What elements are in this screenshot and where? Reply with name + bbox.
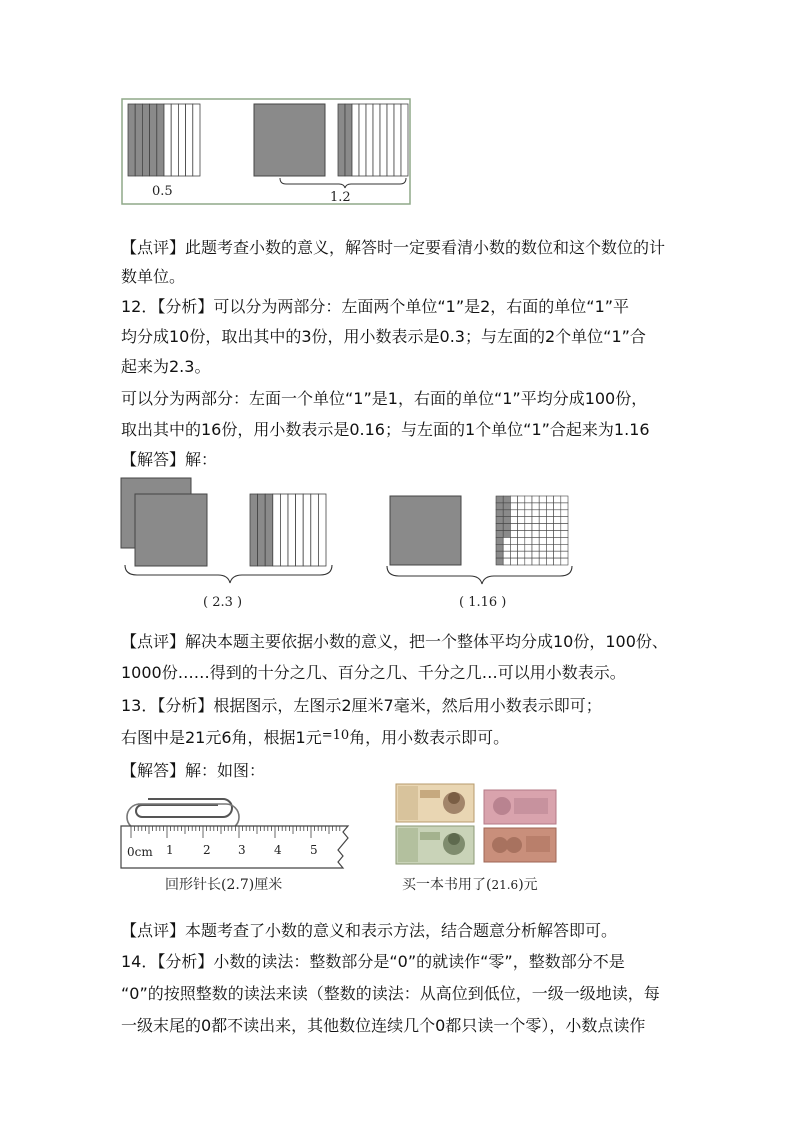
ruler-label-3: 3 xyxy=(238,843,246,857)
banknote-20-yuan xyxy=(396,784,474,822)
review-11-line2: 数单位。 xyxy=(121,267,186,286)
caption-banknotes-value: 21.6 xyxy=(491,878,519,892)
analysis-14-line2: “0”的按照整数的读法来读（整数的读法：从高位到低位，一级一级地读，每 xyxy=(121,984,660,1003)
review-12-line2: 1000份……得到的十分之几、百分之几、千分之几…可以用小数表示。 xyxy=(121,663,626,682)
analysis-13-line1: 13．【分析】根据图示，左图示2厘米7毫米，然后用小数表示即可； xyxy=(121,696,602,715)
ruler-label-1: 1 xyxy=(166,843,174,857)
banknote-5-jiao xyxy=(484,790,556,824)
banknote-1-yuan xyxy=(396,826,474,864)
label-2.3: ( 2.3 ) xyxy=(203,595,243,610)
ruler-label-0: 0cm xyxy=(127,845,153,859)
caption-banknotes-c: 元 xyxy=(523,877,538,893)
analysis-12-line3: 起来为2.3。 xyxy=(121,357,211,376)
analysis-13-line2-c: 角，用小数表示即可。 xyxy=(349,728,510,747)
analysis-14-line1: 14．【分析】小数的读法：整数部分是“0”的就读作“零”，整数部分不是 xyxy=(121,952,625,971)
label-1.2: 1.2 xyxy=(330,190,351,205)
label-1.16: ( 1.16 ) xyxy=(459,595,507,610)
analysis-13-line2-a: 右图中是21元6角，根据1元 xyxy=(121,728,322,747)
analysis-12-line2: 均分成10份，取出其中的3份，用小数表示是0.3；与左面的2个单位“1”合 xyxy=(121,327,646,346)
ruler-label-5: 5 xyxy=(310,843,318,857)
analysis-13-line2-b: =10 xyxy=(321,728,350,743)
caption-paper-clip: 回形针长(2.7)厘米 xyxy=(165,877,283,893)
analysis-12-line5: 取出其中的16份，用小数表示是0.16；与左面的1个单位“1”合起来为1.16 xyxy=(121,420,650,439)
analysis-14-line3: 一级末尾的0都不读出来，其他数位连续几个0都只读一个零），小数点读作 xyxy=(121,1016,646,1035)
caption-banknotes-a: 买一本书用了 xyxy=(402,877,486,893)
ruler-label-4: 4 xyxy=(274,843,282,857)
review-11-line1: 【点评】此题考查小数的意义，解答时一定要看清小数的数位和这个数位的计 xyxy=(121,238,666,257)
label-0.5: 0.5 xyxy=(152,184,173,199)
analysis-12-line1: 12．【分析】可以分为两部分：左面两个单位“1”是2，右面的单位“1”平 xyxy=(121,297,630,316)
ruler-label-2: 2 xyxy=(203,843,211,857)
answer-13-line1: 【解答】解：如图： xyxy=(121,761,266,780)
analysis-12-line4: 可以分为两部分：左面一个单位“1”是1，右面的单位“1”平均分成100份， xyxy=(121,389,648,408)
review-12-line1: 【点评】解决本题主要依据小数的意义，把一个整体平均分成10份，100份、 xyxy=(121,632,668,651)
answer-12-line1: 【解答】解： xyxy=(121,450,218,469)
caption-banknotes: 买一本书用了(21.6)元 xyxy=(402,877,538,893)
review-13-line1: 【点评】本题考查了小数的意义和表示方法，结合题意分析解答即可。 xyxy=(121,921,618,940)
banknote-1-jiao xyxy=(484,828,556,862)
